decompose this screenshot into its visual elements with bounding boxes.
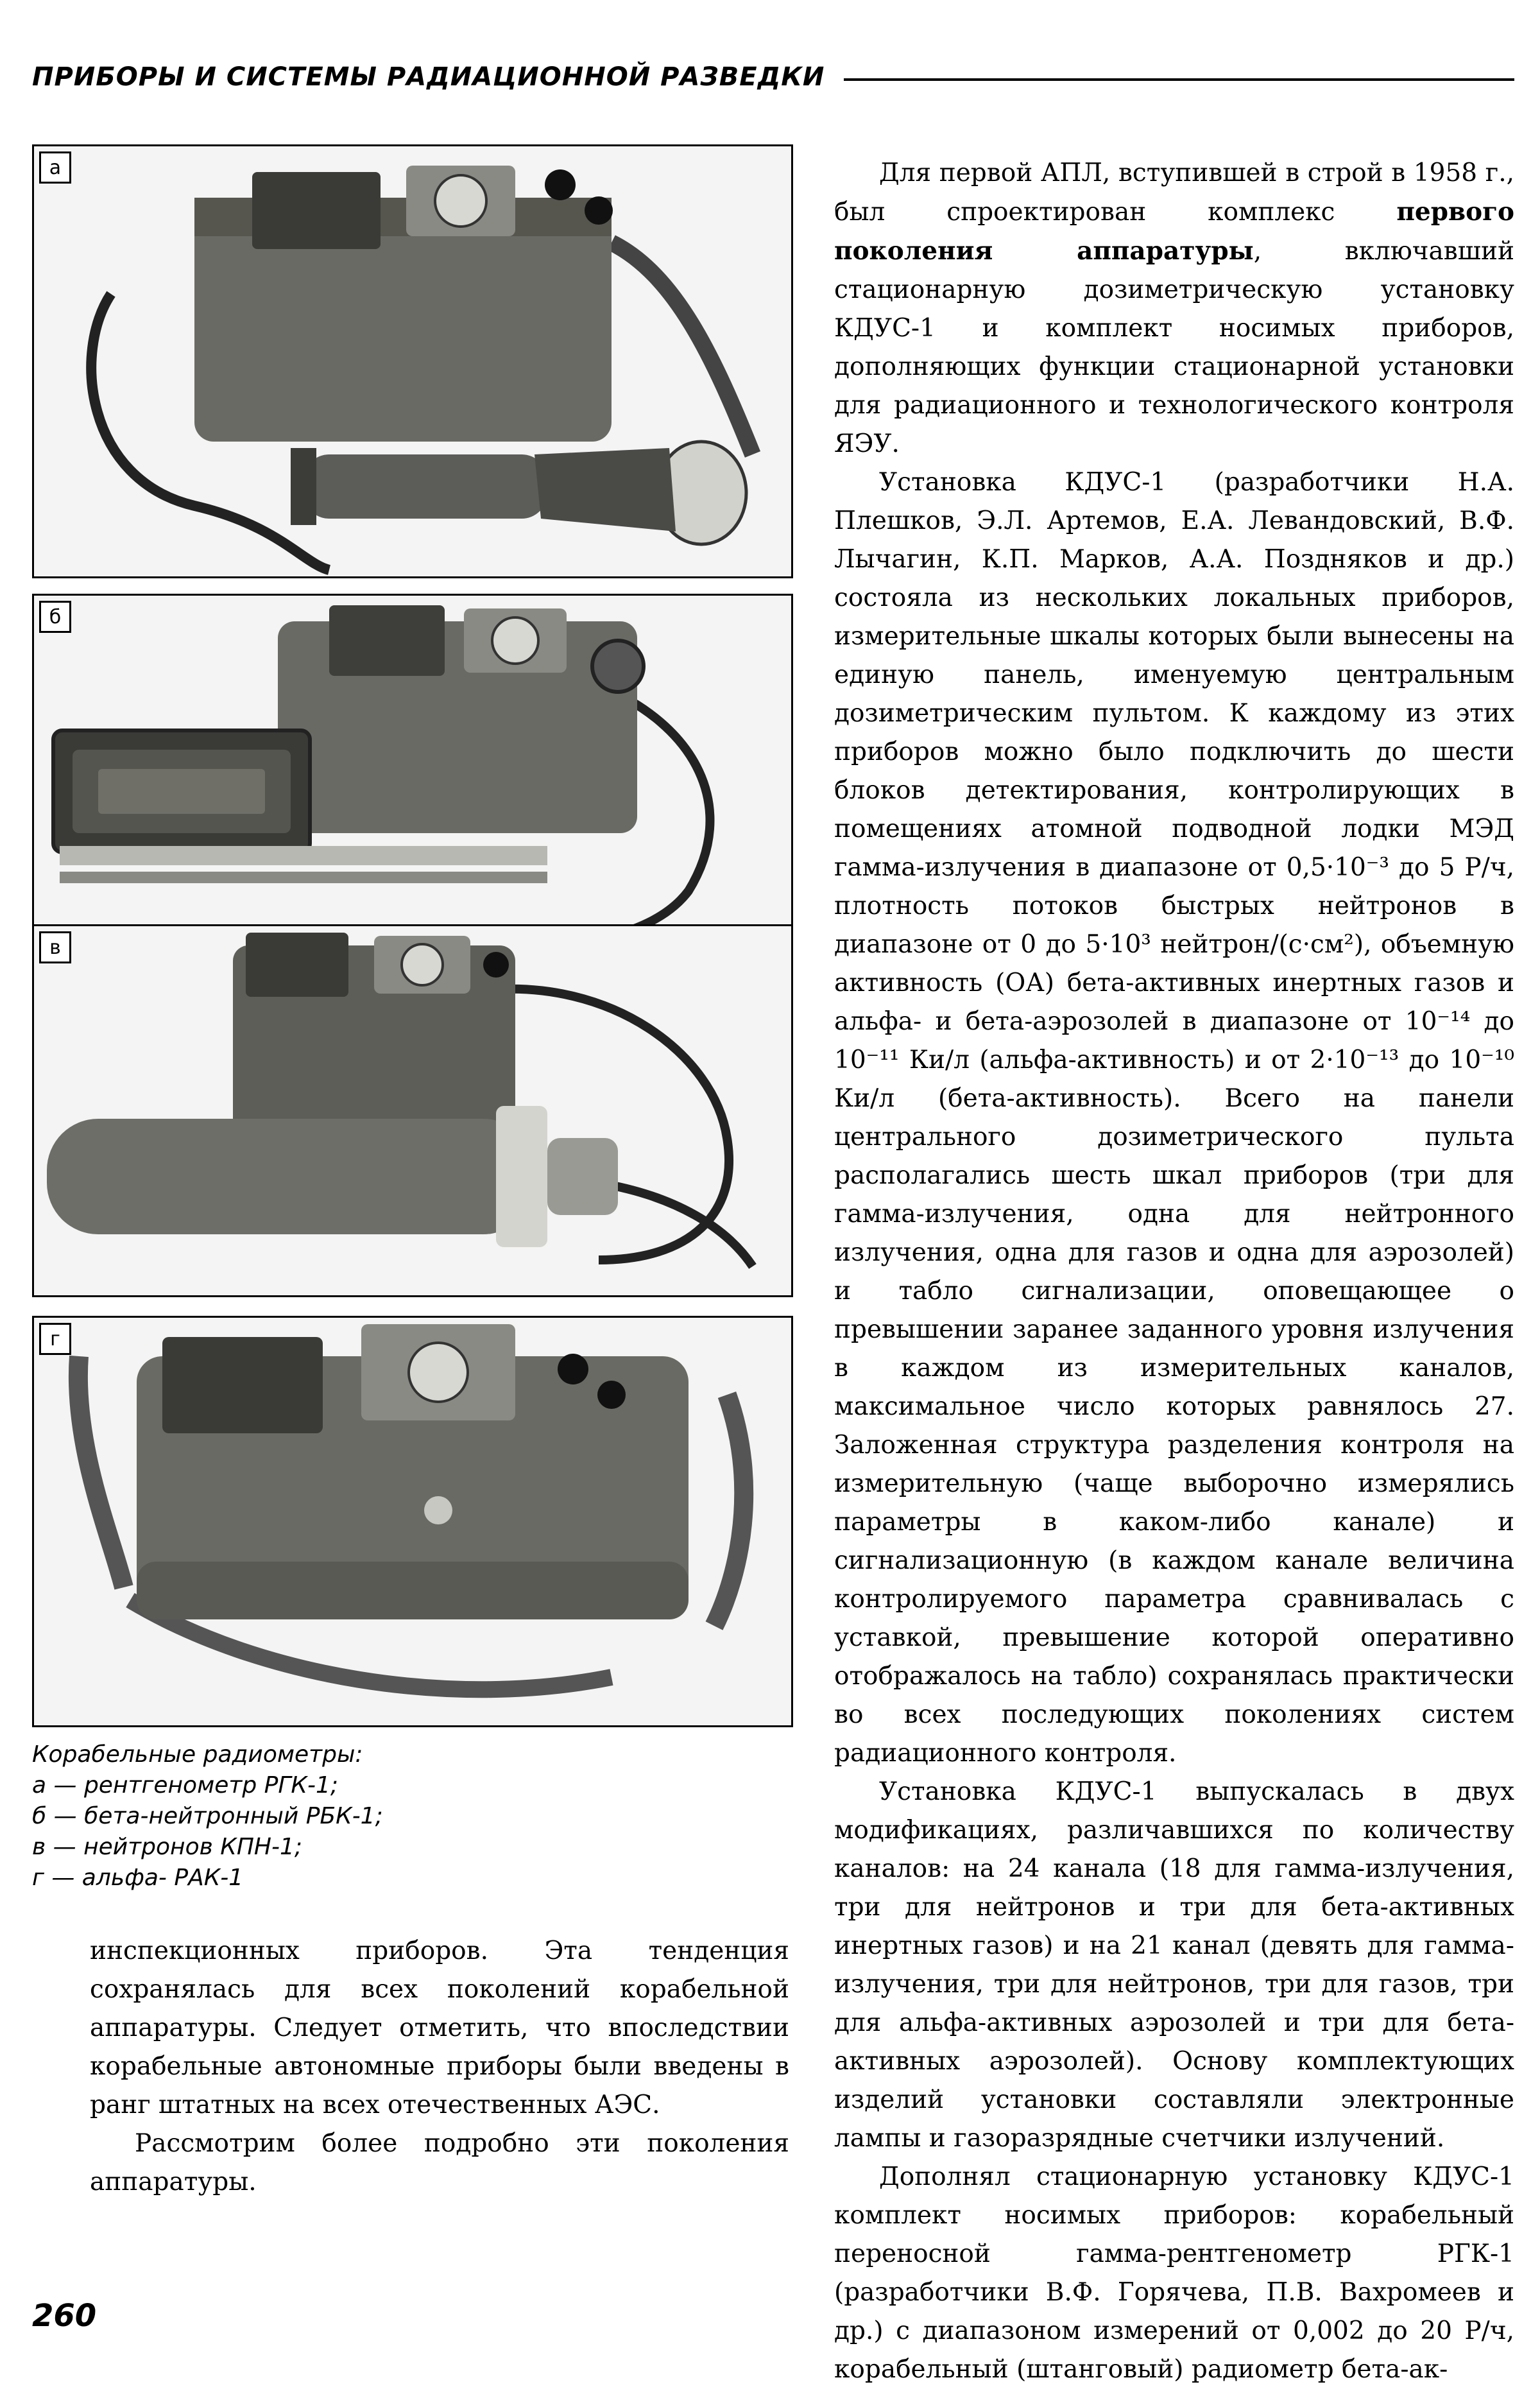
- photo-v: [32, 924, 793, 1297]
- p1-text-after: , включавший стационарную дозиметрическую установку КДУС-1 и комплект носимых приборов, дополняющих функции стационарной установки для радиационного и технологического контроля ЯЭУ.: [834, 237, 1515, 458]
- right-column-text: [834, 154, 1514, 2389]
- photo-letter-g: г: [39, 1323, 71, 1355]
- photo-letter-a: а: [39, 151, 71, 184]
- caption-title: Корабельные радиометры:: [32, 1741, 363, 1768]
- left-paragraph-2: Рассмотрим более подробно эти поколения аппаратуры.: [90, 2129, 789, 2196]
- right-paragraph-2: Установка КДУС-1 (разработчики Н.А. Плешков, Э.Л. Артемов, Е.А. Левандовский, В.Ф. Лычагин, К.П. Марков, А.А. Поздняков и др.) состояла из нескольких локальных приборов, измерительные шкалы которых были вынесены на единую панель, именуемую центральным дозиметрическим пультом. К каждому из этих приборов можно было подключить до шести блоков детектирования, контролирующих в помещениях атомной подводной лодки МЭД гамма-излучения в диапазоне от 0,5·10⁻³ до 5 Р/ч, плотность потоков быстрых нейтронов в диапазоне от 0 до 5·10³ нейтрон/(с·см²), объемную активность (ОА) бета-активных инертных газов и альфа- и бета-аэрозолей в диапазоне от 10⁻¹⁴ до 10⁻¹¹ Ки/л (альфа-активность) и от 2·10⁻¹³ до 10⁻¹⁰ Ки/л (бета-активность). Всего на панели центрального дозиметрического пульта располагались шесть шкал приборов (три для гамма-излучения, одна для нейтронного излучения, одна для газов и одна для аэрозолей) и табло сигнализации, оповещающее о превышении заранее заданного уровня излучения в каждом из измерительных каналов, максимальное число которых равнялось 27. Заложенная структура разделения контроля на измерительную (чаще выборочно измерялись параметры в каком-либо канале) и сигнализационную (в каждом канале величина контролируемого параметра сравнивалась с уставкой, превышение которой оперативно отображалось на табло) сохранялась практически во всех последующих поколениях систем радиационного контроля.: [834, 468, 1514, 1768]
- left-paragraph-1: инспекционных приборов. Эта тенденция сохранялась для всех поколений корабельной аппаратуры. Следует отметить, что впоследствии корабельные автономные приборы были введены в ранг штатных на всех отечественных АЭС.: [90, 1936, 789, 2119]
- device-rak1-illustration: [34, 1318, 791, 1725]
- device-rbk1-illustration: [34, 596, 791, 962]
- header-rule: [844, 78, 1514, 81]
- p1-bold-term: первого поколения аппаратуры: [834, 197, 1514, 266]
- running-header: [32, 48, 1514, 106]
- photo-g: [32, 1316, 793, 1727]
- right-paragraph-1: [834, 154, 1514, 463]
- device-kpn1-illustration: [34, 926, 791, 1295]
- photo-letter-v: в: [39, 931, 71, 963]
- running-header-title: ПРИБОРЫ И СИСТЕМЫ РАДИАЦИОННОЙ РАЗВЕДКИ: [32, 62, 825, 92]
- caption-item-g: г — альфа- РАК-1: [32, 1865, 244, 1891]
- figure-caption: [32, 1739, 789, 1893]
- photo-letter-b: б: [39, 601, 71, 633]
- right-paragraph-3: Установка КДУС-1 выпускалась в двух модификациях, различавшихся по количеству каналов: на 24 канала (18 для гамма-излучения, три для нейтронов и три для бета-активных инертных газов) и на 21 канал (девять для гамма-излучения, три для нейтронов, три для газов, три для альфа-активных аэрозолей и три для бета-активных аэрозолей). Основу комплектующих изделий установки составляли электронные лампы и газоразрядные счетчики излучений.: [834, 1777, 1514, 2153]
- right-paragraph-4: Дополнял стационарную установку КДУС-1 комплект носимых приборов: корабельный переносной гамма-рентгенометр РГК-1 (разработчики В.Ф. Горячева, П.В. Вахромеев и др.) с диапазоном измерений от 0,002 до 20 Р/ч, корабельный (штанговый) радиометр бета-ак-: [834, 2162, 1514, 2384]
- left-column-text: [90, 1932, 789, 2202]
- photo-a: [32, 144, 793, 578]
- caption-item-b: б — бета-нейтронный РБК-1;: [32, 1803, 383, 1829]
- page-number: 260: [32, 2298, 97, 2334]
- caption-item-a: а — рентгенометр РГК-1;: [32, 1772, 338, 1798]
- caption-item-v: в — нейтронов КПН-1;: [32, 1834, 302, 1860]
- photo-b: [32, 594, 793, 963]
- p1-text-before: Для первой АПЛ, вступившей в строй в 1958 г., был спроектирован комплекс: [834, 159, 1514, 227]
- device-rgk1-illustration: [34, 146, 791, 576]
